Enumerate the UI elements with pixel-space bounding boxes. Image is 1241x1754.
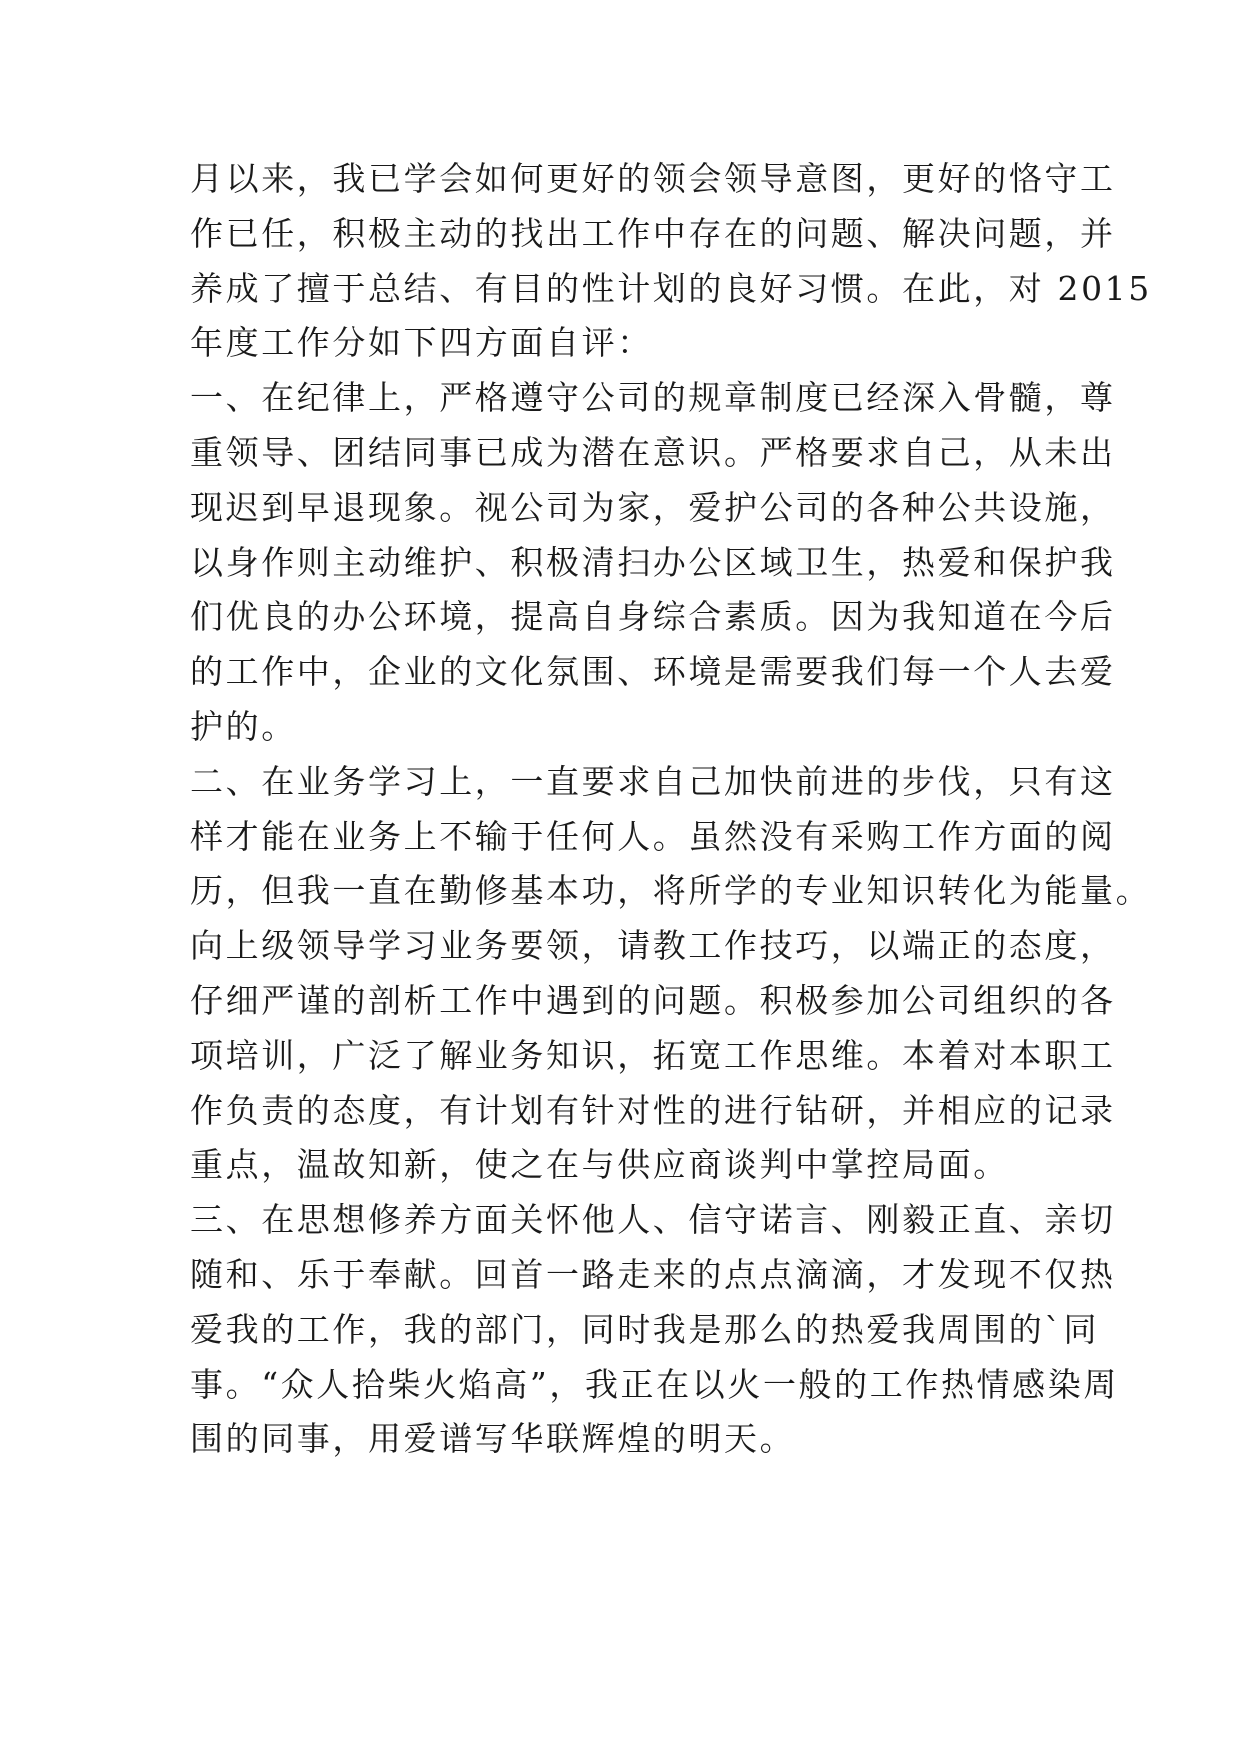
text-line: 作负责的态度，有计划有针对性的进行钻研，并相应的记录 bbox=[190, 1090, 1116, 1130]
text-line: 样才能在业务上不输于任何人。虽然没有采购工作方面的阅 bbox=[190, 816, 1116, 856]
text-line: 事。“众人拾柴火焰高”，我正在以火一般的工作热情感染周 bbox=[190, 1364, 1119, 1404]
text-line: 重领导、团结同事已成为潜在意识。严格要求自己，从未出 bbox=[190, 432, 1116, 472]
text-line: 养成了擅于总结、有目的性计划的良好习惯。在此，对 2015 bbox=[190, 268, 1152, 308]
document-body bbox=[190, 152, 1152, 1467]
text-line: 重点，温故知新，使之在与供应商谈判中掌控局面。 bbox=[190, 1145, 1009, 1185]
text-line: 现迟到早退现象。视公司为家，爱护公司的各种公共设施， bbox=[190, 487, 1116, 527]
text-line: 向上级领导学习业务要领，请教工作技巧，以端正的态度， bbox=[190, 926, 1116, 966]
text-line: 爱我的工作，我的部门，同时我是那么的热爱我周围的`同 bbox=[190, 1309, 1100, 1349]
text-line: 作已任，积极主动的找出工作中存在的问题、解决问题，并 bbox=[190, 213, 1116, 253]
text-line: 们优良的办公环境，提高自身综合素质。因为我知道在今后 bbox=[190, 597, 1116, 637]
text-line: 三、在思想修养方面关怀他人、信守诺言、刚毅正直、亲切 bbox=[190, 1200, 1116, 1240]
text-line: 围的同事，用爱谱写华联辉煌的明天。 bbox=[190, 1419, 796, 1459]
text-line: 年度工作分如下四方面自评： bbox=[190, 323, 653, 363]
text-line: 项培训，广泛了解业务知识，拓宽工作思维。本着对本职工 bbox=[190, 1035, 1116, 1075]
text-line: 以身作则主动维护、积极清扫办公区域卫生，热爱和保护我 bbox=[190, 542, 1116, 582]
text-line: 二、在业务学习上，一直要求自己加快前进的步伐，只有这 bbox=[190, 761, 1116, 801]
text-line: 一、在纪律上，严格遵守公司的规章制度已经深入骨髓，尊 bbox=[190, 378, 1116, 418]
text-line: 的工作中，企业的文化氛围、环境是需要我们每一个人去爱 bbox=[190, 652, 1116, 692]
text-line: 仔细严谨的剖析工作中遇到的问题。积极参加公司组织的各 bbox=[190, 980, 1116, 1020]
text-line: 月以来，我已学会如何更好的领会领导意图，更好的恪守工 bbox=[190, 159, 1116, 198]
text-line: 历，但我一直在勤修基本功，将所学的专业知识转化为能量。 bbox=[190, 871, 1152, 911]
text-line: 护的。 bbox=[190, 706, 297, 746]
text-line: 随和、乐于奉献。回首一路走来的点点滴滴，才发现不仅热 bbox=[190, 1254, 1116, 1294]
